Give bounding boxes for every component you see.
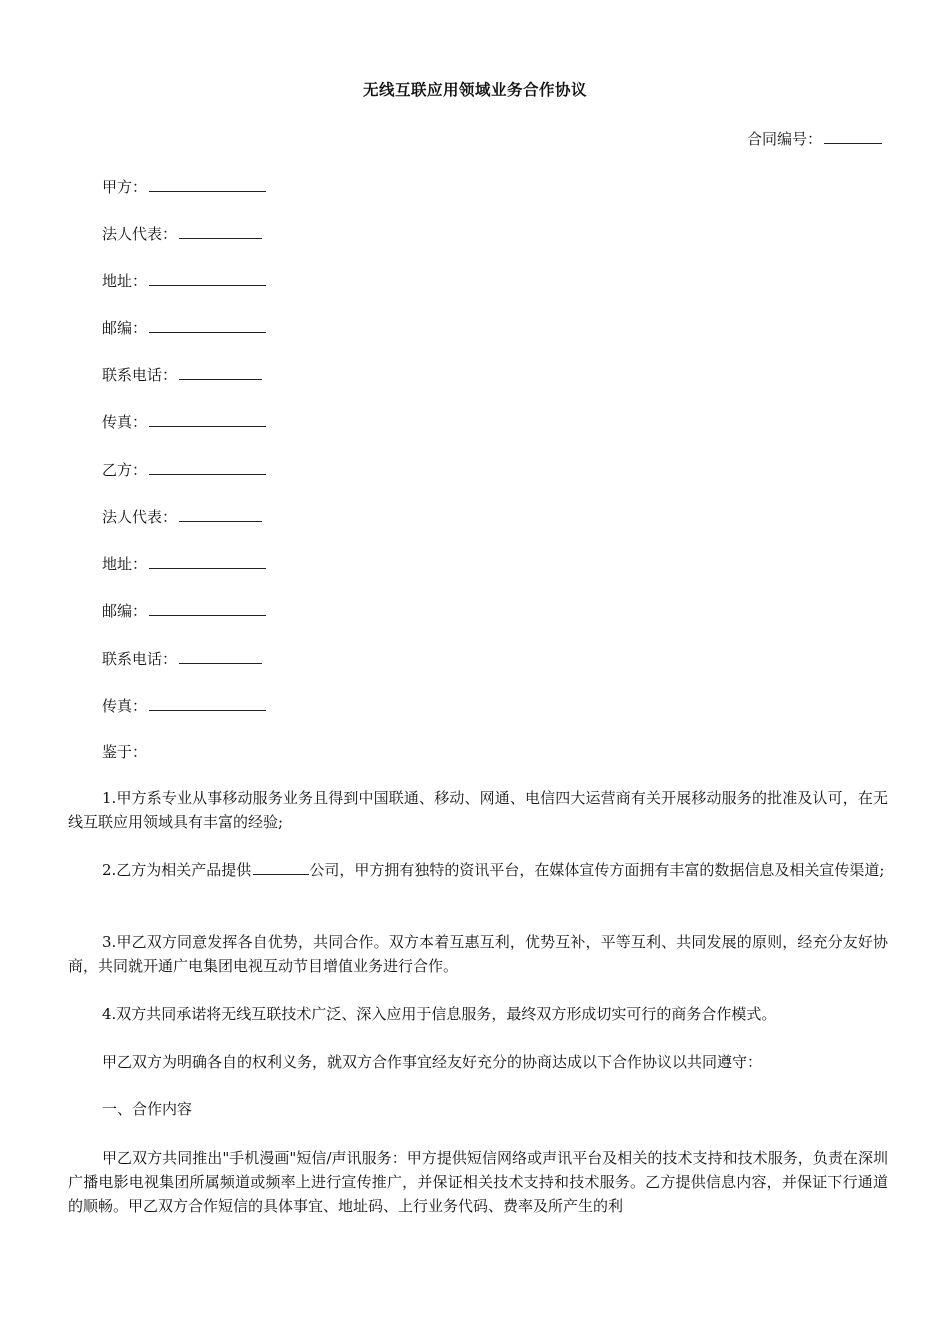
party-b-fax-blank[interactable] [149,694,266,711]
party-b-phone-blank[interactable] [179,647,262,664]
clause-2 [68,858,888,882]
whereas-heading: 鉴于： [102,743,148,761]
party-a-address-blank[interactable] [149,269,266,286]
party-b-postcode-field [102,599,266,621]
party-a-fax-label: 传真： [102,413,148,431]
clause-2-after: 公司，甲方拥有独特的资讯平台，在媒体宣传方面拥有丰富的数据信息及相关宣传渠道; [309,861,885,879]
clause-1: 1.甲方系专业从事移动服务业务且得到中国联通、移动、网通、电信四大运营商有关开展移动服务的批准及认可，在无线互联应用领域具有丰富的经验; [68,789,888,831]
preamble-paragraph: 甲乙双方为明确各自的权利义务，就双方合作事宜经友好充分的协商达成以下合作协议以共同遵守： [102,1053,763,1071]
party-b-legal-rep-label: 法人代表： [102,508,178,526]
party-a-address-field [102,269,266,291]
party-a-phone-blank[interactable] [179,363,262,380]
clause-2-before: 2.乙方为相关产品提供 [102,861,252,879]
party-a-postcode-field [102,316,266,338]
party-b-name-field [102,458,266,480]
party-b-name-blank[interactable] [149,458,266,475]
party-a-address-label: 地址： [102,272,148,290]
party-a-legal-rep-blank[interactable] [179,222,262,239]
section-1-body: 甲乙双方共同推出"手机漫画"短信/声讯服务：甲方提供短信网络或声讯平台及相关的技术支持和技术服务，负责在深圳广播电影电视集团所属频道或频率上进行宣传推广，并保证相关技术支持和技术服务。乙方提供信息内容，并保证下行通道的顺畅。甲乙双方合作短信的具体事宜、地址码、上行业务代码、费率及所产生的利 [68,1149,888,1215]
party-b-postcode-blank[interactable] [149,599,266,616]
party-a-name-label: 甲方： [102,178,148,196]
party-a-legal-rep-label: 法人代表： [102,225,178,243]
party-b-postcode-label: 邮编： [102,602,148,620]
document-title: 无线互联应用领域业务合作协议 [362,80,587,99]
party-a-phone-label: 联系电话： [102,366,178,384]
party-a-phone-field [102,363,262,385]
clause-4: 4.双方共同承诺将无线互联技术广泛、深入应用于信息服务，最终双方形成切实可行的商务合作模式。 [102,1005,777,1023]
party-a-postcode-label: 邮编： [102,319,148,337]
party-a-postcode-blank[interactable] [149,316,266,333]
clause-3: 3.甲乙双方同意发挥各自优势，共同合作。双方本着互惠互利，优势互补，平等互利、共同发展的原则，经充分友好协商，共同就开通广电集团电视互动节目增值业务进行合作。 [68,933,888,975]
party-b-address-label: 地址： [102,555,148,573]
party-b-phone-label: 联系电话： [102,650,178,668]
party-a-name-field [102,175,266,197]
party-b-fax-field [102,694,266,716]
contract-number-line [747,127,882,149]
section-1-heading: 一、合作内容 [102,1100,193,1118]
party-b-name-label: 乙方： [102,461,148,479]
contract-number-blank[interactable] [824,127,882,144]
clause-2-company-blank[interactable] [253,858,309,875]
contract-number-label: 合同编号： [746,130,822,148]
party-b-address-blank[interactable] [149,552,266,569]
party-b-legal-rep-field [102,505,262,527]
party-b-address-field [102,552,266,574]
party-a-name-blank[interactable] [149,175,266,192]
party-b-phone-field [102,647,262,669]
party-b-fax-label: 传真： [102,697,148,715]
party-a-fax-field [102,410,266,432]
party-a-legal-rep-field [102,222,262,244]
party-a-fax-blank[interactable] [149,410,266,427]
party-b-legal-rep-blank[interactable] [179,505,262,522]
